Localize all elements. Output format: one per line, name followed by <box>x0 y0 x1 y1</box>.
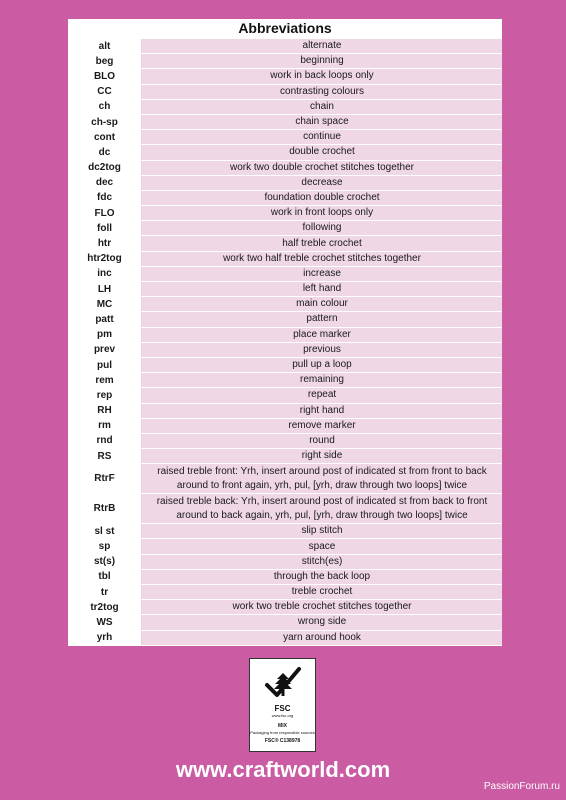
fsc-label <box>249 658 316 752</box>
table-row <box>68 373 502 387</box>
abbreviation-cell: tbl <box>68 570 142 584</box>
meaning-cell: right hand <box>142 404 502 418</box>
table-row <box>68 100 502 114</box>
table-row <box>68 176 502 190</box>
website-url[interactable]: www.craftworld.com <box>175 757 391 782</box>
table-row <box>68 130 502 144</box>
meaning-cell: alternate <box>142 39 502 53</box>
abbreviation-cell: ch <box>68 100 142 114</box>
meaning-cell: slip stitch <box>142 524 502 538</box>
abbreviation-cell: RS <box>68 449 142 463</box>
meaning-cell: pattern <box>142 312 502 326</box>
panel-title: Abbreviations <box>238 20 332 36</box>
meaning-cell: work two double crochet stitches together <box>142 161 502 175</box>
abbreviation-cell: beg <box>68 54 142 68</box>
abbreviation-cell: pm <box>68 328 142 342</box>
fsc-mix: MIX <box>278 723 287 729</box>
abbreviation-cell: dc2tog <box>68 161 142 175</box>
fsc-tree-check-icon <box>261 665 305 703</box>
abbreviation-cell: prev <box>68 343 142 357</box>
table-row <box>68 69 502 83</box>
table-row <box>68 252 502 266</box>
table-row <box>68 161 502 175</box>
table-row <box>68 464 502 493</box>
abbreviations-body <box>68 39 502 645</box>
meaning-cell: space <box>142 539 502 553</box>
meaning-cell: decrease <box>142 176 502 190</box>
meaning-cell: chain space <box>142 115 502 129</box>
abbreviation-cell: rem <box>68 373 142 387</box>
table-row <box>68 39 502 53</box>
table-row <box>68 555 502 569</box>
table-row <box>68 539 502 553</box>
abbreviation-cell: inc <box>68 267 142 281</box>
abbreviation-cell: fdc <box>68 191 142 205</box>
meaning-cell: raised treble front: Yrh, insert around post of indicated st from front to back around to front again, yrh, pul, [yrh, draw through two loops] twice <box>142 464 502 493</box>
abbreviation-cell: foll <box>68 221 142 235</box>
meaning-cell: wrong side <box>142 615 502 629</box>
meaning-cell: pull up a loop <box>142 358 502 372</box>
meaning-cell: remove marker <box>142 419 502 433</box>
meaning-cell: beginning <box>142 54 502 68</box>
table-row <box>68 221 502 235</box>
abbreviation-cell: st(s) <box>68 555 142 569</box>
abbreviation-cell: RtrF <box>68 464 142 493</box>
table-row <box>68 615 502 629</box>
table-row <box>68 297 502 311</box>
meaning-cell: contrasting colours <box>142 85 502 99</box>
abbreviation-cell: cont <box>68 130 142 144</box>
table-row <box>68 585 502 599</box>
watermark: PassionForum.ru <box>483 781 560 792</box>
meaning-cell: continue <box>142 130 502 144</box>
meaning-cell: work two half treble crochet stitches together <box>142 252 502 266</box>
abbreviation-cell: sl st <box>68 524 142 538</box>
table-row <box>68 343 502 357</box>
fsc-code: FSC® C138978 <box>264 738 301 744</box>
table-row <box>68 449 502 463</box>
table-row <box>68 191 502 205</box>
meaning-cell: work two treble crochet stitches together <box>142 600 502 614</box>
abbreviations-table <box>68 38 502 646</box>
abbreviation-cell: BLO <box>68 69 142 83</box>
meaning-cell: place marker <box>142 328 502 342</box>
abbreviation-cell: MC <box>68 297 142 311</box>
table-row <box>68 145 502 159</box>
meaning-cell: double crochet <box>142 145 502 159</box>
table-row <box>68 631 502 645</box>
table-row <box>68 419 502 433</box>
meaning-cell: stitch(es) <box>142 555 502 569</box>
table-row <box>68 434 502 448</box>
table-row <box>68 115 502 129</box>
table-row <box>68 282 502 296</box>
table-row <box>68 358 502 372</box>
abbreviation-cell: LH <box>68 282 142 296</box>
meaning-cell: foundation double crochet <box>142 191 502 205</box>
abbreviation-cell: ch-sp <box>68 115 142 129</box>
abbreviation-cell: htr2tog <box>68 252 142 266</box>
table-row <box>68 570 502 584</box>
abbreviation-cell: WS <box>68 615 142 629</box>
abbreviation-cell: yrh <box>68 631 142 645</box>
meaning-cell: yarn around hook <box>142 631 502 645</box>
abbreviation-cell: rep <box>68 388 142 402</box>
table-row <box>68 404 502 418</box>
abbreviation-cell: tr <box>68 585 142 599</box>
table-row <box>68 236 502 250</box>
meaning-cell: half treble crochet <box>142 236 502 250</box>
meaning-cell: previous <box>142 343 502 357</box>
table-row <box>68 312 502 326</box>
fsc-name: FSC <box>274 704 291 713</box>
abbreviation-cell: rnd <box>68 434 142 448</box>
meaning-cell: chain <box>142 100 502 114</box>
meaning-cell: repeat <box>142 388 502 402</box>
table-row <box>68 267 502 281</box>
meaning-cell: work in back loops only <box>142 69 502 83</box>
meaning-cell: left hand <box>142 282 502 296</box>
meaning-cell: increase <box>142 267 502 281</box>
table-row <box>68 388 502 402</box>
meaning-cell: through the back loop <box>142 570 502 584</box>
abbreviation-cell: rm <box>68 419 142 433</box>
abbreviation-cell: alt <box>68 39 142 53</box>
table-row <box>68 206 502 220</box>
table-row <box>68 85 502 99</box>
meaning-cell: treble crochet <box>142 585 502 599</box>
abbreviation-cell: dec <box>68 176 142 190</box>
abbreviation-cell: sp <box>68 539 142 553</box>
meaning-cell: round <box>142 434 502 448</box>
table-row <box>68 54 502 68</box>
abbreviation-cell: CC <box>68 85 142 99</box>
abbreviations-panel <box>68 19 502 646</box>
table-row <box>68 328 502 342</box>
abbreviation-cell: RH <box>68 404 142 418</box>
table-row <box>68 524 502 538</box>
meaning-cell: following <box>142 221 502 235</box>
meaning-cell: main colour <box>142 297 502 311</box>
meaning-cell: remaining <box>142 373 502 387</box>
table-row <box>68 494 502 523</box>
fsc-description: Packaging from responsible sources <box>250 730 315 735</box>
abbreviation-cell: pul <box>68 358 142 372</box>
abbreviation-cell: tr2tog <box>68 600 142 614</box>
abbreviation-cell: RtrB <box>68 494 142 523</box>
abbreviation-cell: htr <box>68 236 142 250</box>
abbreviation-cell: dc <box>68 145 142 159</box>
meaning-cell: raised treble back: Yrh, insert around post of indicated st from back to front around to back again, yrh, pul, [yrh, draw through two loops] twice <box>142 494 502 523</box>
meaning-cell: right side <box>142 449 502 463</box>
table-row <box>68 600 502 614</box>
abbreviation-cell: patt <box>68 312 142 326</box>
fsc-url: www.fsc.org <box>271 713 294 718</box>
abbreviation-cell: FLO <box>68 206 142 220</box>
meaning-cell: work in front loops only <box>142 206 502 220</box>
